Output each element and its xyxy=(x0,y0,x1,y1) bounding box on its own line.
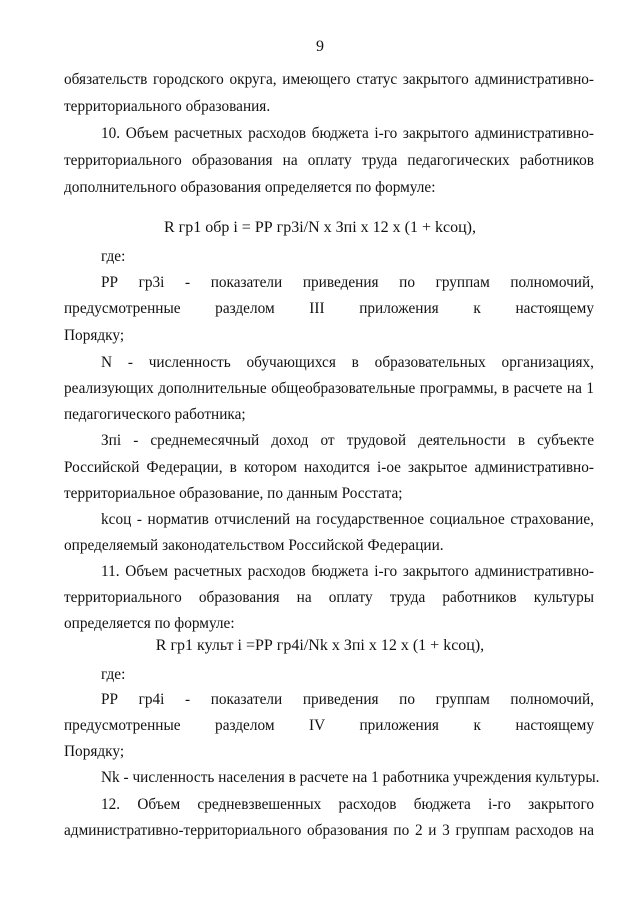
text-line: 12. Объем средневзвешенных расходов бюджета i-го закрытого xyxy=(101,796,594,813)
text-line: где: xyxy=(101,666,126,683)
formula: R гр1 обр i = РР гр3i/N x Зпi x 12 x (1 + kсоц), xyxy=(163,219,476,236)
text-line: территориального образования. xyxy=(64,98,271,115)
text-line: административно-территориального образования по 2 и 3 группам расходов на xyxy=(64,822,594,839)
text-line: где: xyxy=(101,248,126,265)
text-line: РР гр4i - показатели приведения по группам полномочий, xyxy=(101,691,594,708)
text-line: предусмотренные разделом III приложения к настоящему xyxy=(64,300,594,317)
text-line: определяемый законодательством Российской Федерации. xyxy=(64,537,444,554)
text-line: определяется по формуле: xyxy=(64,615,235,632)
text-line: территориального образования на оплату труда педагогических работников xyxy=(64,152,594,169)
text-line: Nk - численность населения в расчете на 1 работника учреждения культуры. xyxy=(101,769,600,786)
text-line: предусмотренные разделом IV приложения к настоящему xyxy=(64,717,594,734)
text-line: kсоц - норматив отчислений на государственное социальное страхование, xyxy=(101,511,594,528)
text-line: педагогического работника; xyxy=(64,406,246,423)
text-line: РР гр3i - показатели приведения по группам полномочий, xyxy=(101,274,594,291)
text-line: территориального образования на оплату труда работников культуры xyxy=(64,589,594,606)
text-line: 11. Объем расчетных расходов бюджета i-го закрытого административно- xyxy=(101,563,594,580)
text-line: N - численность обучающихся в образовательных организациях, xyxy=(101,354,594,371)
text-line: территориальное образование, по данным Росстата; xyxy=(64,485,403,502)
text-line: Зпi - среднемесячный доход от трудовой деятельности в субъекте xyxy=(101,432,594,449)
text-line: обязательств городского округа, имеющего статус закрытого административно- xyxy=(64,71,594,88)
page-number: 9 xyxy=(316,38,324,55)
text-line: Российской Федерации, в котором находится i-ое закрытое административно- xyxy=(64,459,594,476)
text-line: реализующих дополнительные общеобразовательные программы, в расчете на 1 xyxy=(64,380,594,397)
text-line: дополнительного образования определяется по формуле: xyxy=(64,179,436,196)
text-line: Порядку; xyxy=(64,743,125,760)
formula: R гр1 культ i =РР гр4i/Nk x Зпi x 12 x (1 + kсоц), xyxy=(155,637,485,654)
text-line: Порядку; xyxy=(64,327,125,344)
text-line: 10. Объем расчетных расходов бюджета i-го закрытого административно- xyxy=(101,125,594,142)
